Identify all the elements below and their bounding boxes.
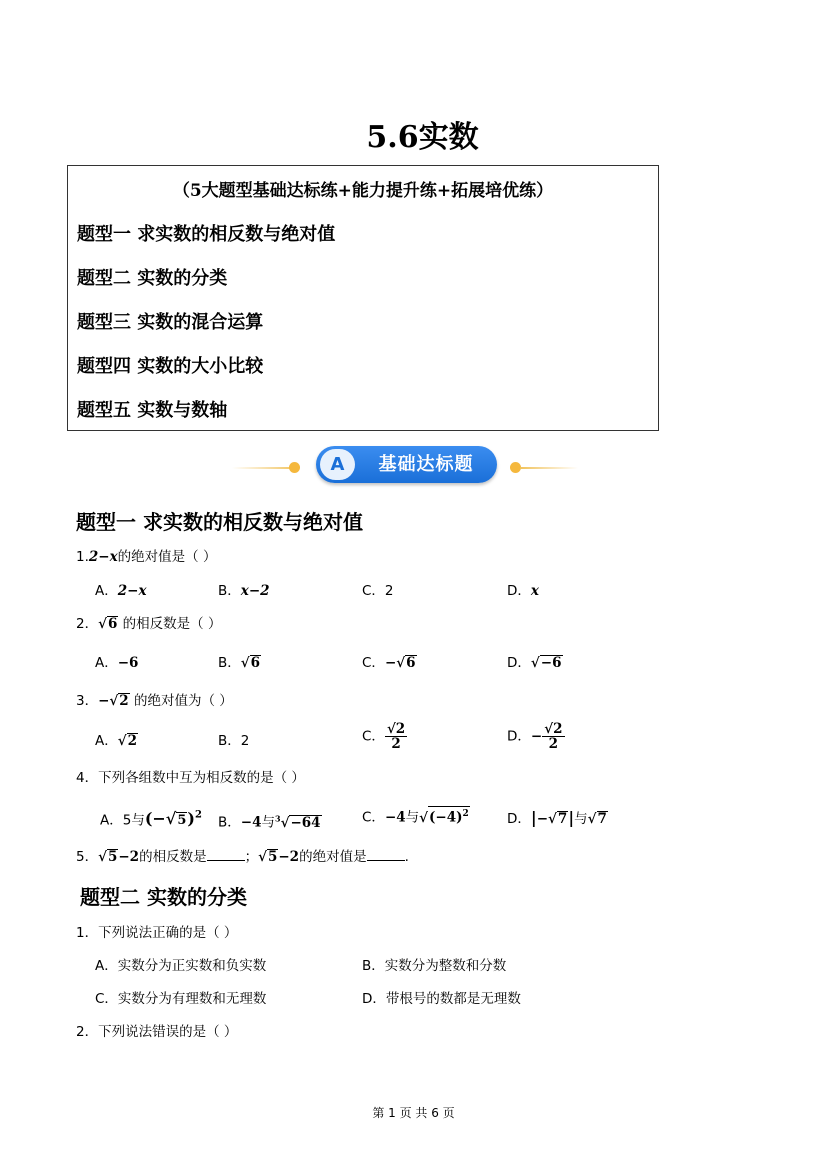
q1-3-option-b: B．2 [218, 733, 250, 749]
q1-2: 2．√6 的相反数是（ ） [76, 616, 222, 632]
q1-3-option-d: D．− $\frac{√2}{2}$ [507, 721, 563, 752]
q1-4-option-a: A．5与$(-√5)^2$ [100, 809, 202, 829]
section2-heading: 题型二 实数的分类 [80, 885, 247, 909]
section1-heading: 题型一 求实数的相反数与绝对值 [76, 510, 363, 534]
q1-4-option-b: B．−4与$^3$√−64 [218, 813, 321, 831]
q1-4: 4．下列各组数中互为相反数的是（ ） [76, 770, 305, 786]
q1-5: 5．√5−2的相反数是 ；√5−2的绝对值是 . [76, 846, 409, 867]
answer-blank-2[interactable] [367, 846, 405, 861]
q2-1-option-a: A．实数分为正实数和负实数 [95, 958, 267, 974]
q2-1-option-d: D．带根号的数都是无理数 [362, 991, 521, 1007]
q1-1-option-d: D．x [507, 583, 539, 599]
q1-1-option-c: C．2 [362, 583, 394, 599]
q1-1-option-b: B．x−2 [218, 583, 270, 599]
q1-2-option-c: C．−√6 [362, 655, 416, 671]
q1-3: 3．−√2 的绝对值为（ ） [76, 693, 233, 709]
answer-blank-1[interactable] [207, 846, 245, 861]
q2-2: 2．下列说法错误的是（ ） [76, 1024, 238, 1040]
q1-4-option-c: C．−4与$√(-4)^2$ [362, 806, 470, 828]
summary-box [67, 165, 659, 431]
q2-1-option-c: C．实数分为有理数和无理数 [95, 991, 267, 1007]
banner-text: 基础达标题 [378, 454, 474, 475]
q1-3-option-a: A．√2 [95, 733, 138, 749]
type-item-3: 题型三 实数的混合运算 [77, 312, 264, 333]
q1-3-option-c: C． $\frac{√2}{2}$ [362, 721, 406, 752]
type-item-2: 题型二 实数的分类 [77, 268, 228, 289]
banner-line-right [520, 467, 578, 469]
summary-subtitle: （5大题型基础达标练+能力提升练+拓展培优练） [172, 181, 554, 201]
q2-1-option-b: B．实数分为整数和分数 [362, 958, 507, 974]
q1-4-option-d: D．|−√7|与√7 [507, 808, 607, 827]
type-item-5: 题型五 实数与数轴 [77, 400, 228, 421]
q1-1: 1.2−x的绝对值是（ ） [76, 549, 217, 565]
banner-letter: A [320, 449, 355, 480]
q1-2-option-b: B．√6 [218, 655, 261, 671]
q1-2-option-a: A．−6 [95, 655, 139, 671]
q1-2-option-d: D．√−6 [507, 655, 562, 671]
banner-dot-left [289, 462, 300, 473]
q1-1-option-a: A．2−x [95, 583, 147, 599]
type-item-1: 题型一 求实数的相反数与绝对值 [77, 224, 336, 245]
type-item-4: 题型四 实数的大小比较 [77, 356, 264, 377]
page-footer: 第 1 页 共 6 页 [372, 1106, 455, 1120]
q2-1: 1．下列说法正确的是（ ） [76, 925, 238, 941]
page-title: 5.6实数 [366, 120, 479, 155]
